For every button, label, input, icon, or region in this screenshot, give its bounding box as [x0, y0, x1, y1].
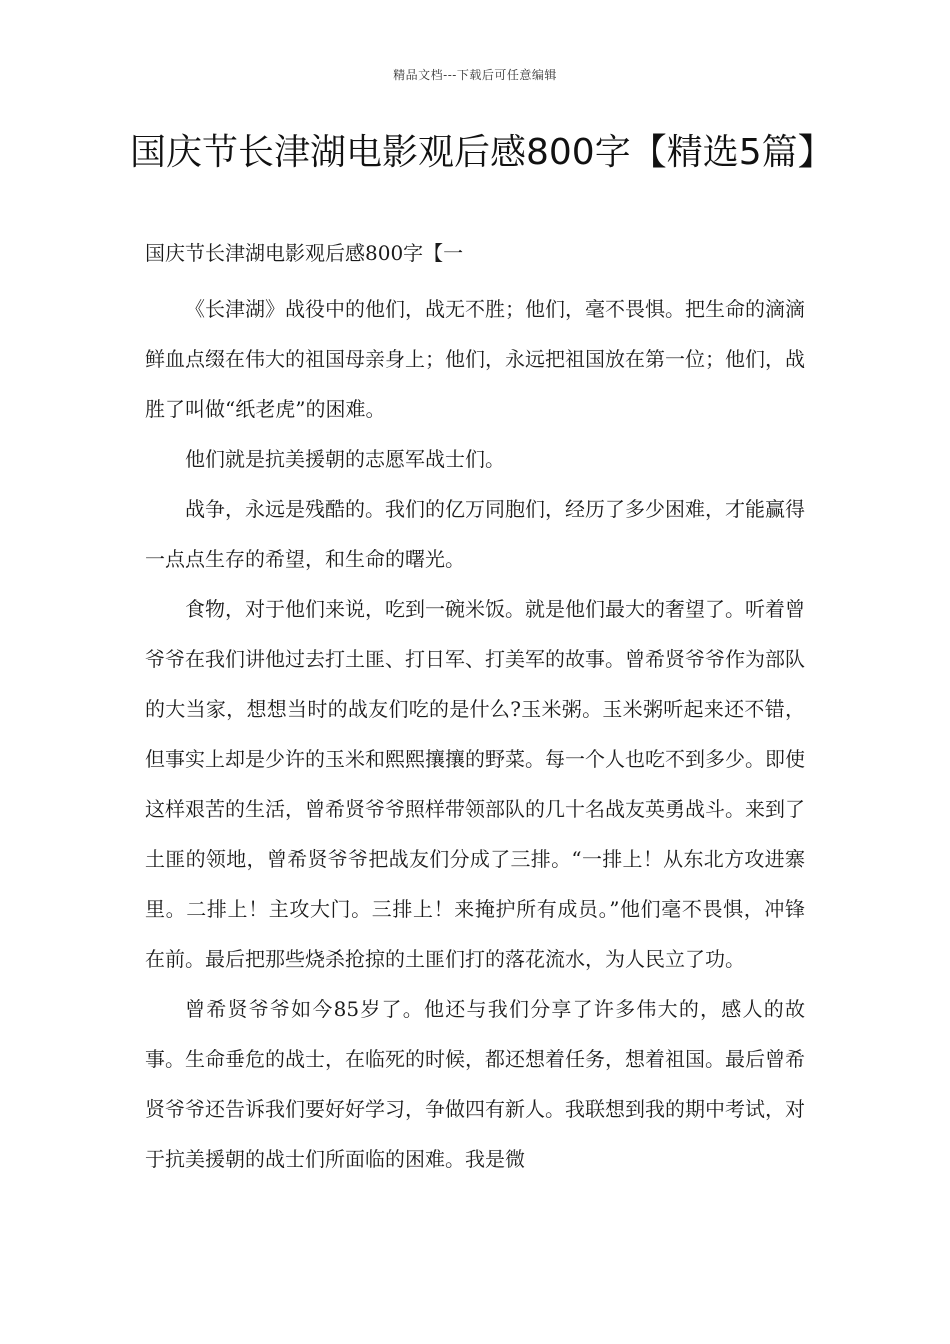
document-body: [145, 284, 805, 1184]
paragraph: 《长津湖》战役中的他们，战无不胜；他们，毫不畏惧。把生命的滴滴鲜血点缀在伟大的祖国母亲身上；他们，永远把祖国放在第一位；他们，战胜了叫做“纸老虎”的困难。: [145, 297, 805, 421]
paragraph: 他们就是抗美援朝的志愿军战士们。: [185, 447, 505, 471]
paragraph: 食物，对于他们来说，吃到一碗米饭。就是他们最大的奢望了。听着曾爷爷在我们讲他过去打土匪、打日军、打美军的故事。曾希贤爷爷作为部队的大当家，想想当时的战友们吃的是什么?玉米粥。玉米粥听起来还不错，但事实上却是少许的玉米和熙熙攘攘的野菜。每一个人也吃不到多少。即使这样艰苦的生活，曾希贤爷爷照样带领部队的几十名战友英勇战斗。来到了土匪的领地，曾希贤爷爷把战友们分成了三排。“一排上！从东北方攻进寨里。二排上！主攻大门。三排上！来掩护所有成员。”他们毫不畏惧，冲锋在前。最后把那些烧杀抢掠的土匪们打的落花流水，为人民立了功。: [145, 597, 805, 971]
document-title: 国庆节长津湖电影观后感800字【精选5篇】: [130, 132, 834, 173]
paragraph: 曾希贤爷爷如今85岁了。他还与我们分享了许多伟大的，感人的故事。生命垂危的战士，在临死的时候，都还想着任务，想着祖国。最后曾希贤爷爷还告诉我们要好好学习，争做四有新人。我联想到我的期中考试，对于抗美援朝的战士们所面临的困难。我是微: [145, 997, 805, 1171]
header-note: 精品文档---下载后可任意编辑: [393, 68, 557, 82]
section-heading: 国庆节长津湖电影观后感800字【一: [145, 241, 464, 265]
paragraph: 战争，永远是残酷的。我们的亿万同胞们，经历了多少困难，才能赢得一点点生存的希望，和生命的曙光。: [145, 497, 805, 571]
